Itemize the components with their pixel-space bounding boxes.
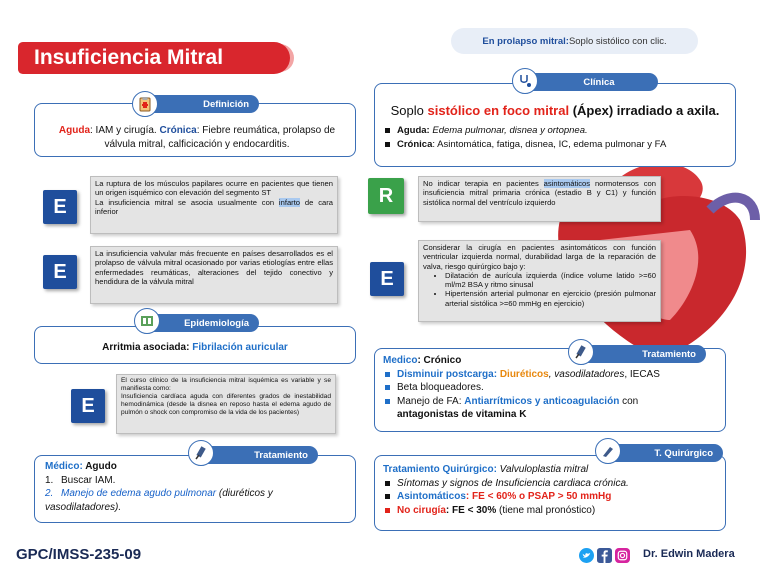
tratamiento-agudo-content [45, 460, 345, 514]
evidence-badge-1: E [43, 190, 77, 224]
facebook-icon[interactable] [597, 548, 612, 563]
prolapso-label: En prolapso mitral: [482, 35, 569, 47]
agudo-item-2: 2. Manejo de edema agudo pulmonar (diuréticos y vasodilatadores). [45, 488, 273, 513]
scalpel-icon [595, 438, 621, 464]
epidemiologia-text [35, 342, 355, 353]
evidence-text-4-list [423, 271, 656, 308]
cronico-list [383, 368, 721, 422]
definicion-text [47, 124, 347, 151]
evidence-4-bullet-2: • Hipertensión arterial pulmonar en ejercicio (presión pulmonar arterial sistólica >=60 mmHg en ejercicio) [445, 289, 656, 308]
evidence-text-1a: La ruptura de los músculos papilares ocurre en pacientes que tienen un origen isquémico con elevación del segmento ST [95, 179, 333, 198]
definicion-pill [143, 95, 259, 113]
recommendation-badge: R [368, 178, 404, 214]
clinica-label: Clínica [583, 76, 615, 88]
cronica-label: Crónica [159, 125, 197, 136]
definicion-label: Definición [203, 98, 249, 110]
arritmia-label: Arritmia asociada: [102, 342, 193, 353]
cronico-item-3: Manejo de FA: Antiarrítmicos y anticoagulación con antagonistas de vitamina K [383, 395, 721, 422]
clipboard-icon [132, 91, 158, 117]
syringe-icon [188, 440, 214, 466]
quirurgico-box [374, 455, 726, 531]
evidence-badge-3: E [71, 389, 105, 423]
evidence-4-bullet-1: • Dilatación de aurícula izquierda (índice volume latido >=60 ml/m2 BSA y ritmo sinusal [445, 271, 656, 290]
tratamiento-cronico-label: Tratamiento [642, 348, 696, 360]
instagram-icon[interactable] [615, 548, 630, 563]
cronica-text: : Fiebre reumática, prolapso de válvula mitral, calficicación y endocarditis. [104, 125, 336, 150]
tratamiento-cronico-content [383, 354, 721, 422]
clinica-list [383, 124, 728, 152]
quirurgico-heading: Tratamiento Quirúrgico: Valvuloplastia mitral [383, 464, 589, 475]
twitter-icon[interactable] [579, 548, 594, 563]
epidemiologia-pill [143, 314, 259, 332]
page-title: Insuficiencia Mitral [34, 46, 224, 69]
cronico-item-2: Beta bloqueadores. [383, 381, 721, 395]
quirurgico-content [383, 463, 721, 517]
clinica-cronica: Crónica: Asintomática, fatiga, disnea, IC, edema pulmonar y FA [383, 138, 728, 152]
evidence-text-1 [90, 176, 338, 234]
evidence-text-4-intro: Considerar la cirugía en pacientes asintomáticos con función ventricular izquierda normal, durabilidad larga de la reparación de valva, riesgo quirúrgico bajo y: [423, 243, 656, 271]
tratamiento-agudo-heading: Médico: Agudo [45, 461, 117, 472]
microscope-icon [134, 308, 160, 334]
clinica-aguda: Aguda: Edema pulmonar, disnea y ortopnea. [383, 124, 728, 138]
cronico-item-1: Disminuir postcarga: Diuréticos, vasodilatadores, IECAS [383, 368, 721, 382]
evidence-text-3b: Insuficiencia cardíaca aguda con diferentes grados de inestabilidad hemodinámica (desde la disnea en reposo hasta el edema agudo de pulmón o shock con compromiso de la vida de los pacientes) [121, 393, 331, 417]
quirurgico-label: T. Quirúrgico [654, 447, 713, 459]
tratamiento-agudo-pill [198, 446, 318, 464]
evidence-text-3a: El curso clínico de la insuficiencia mitral isquémica es variable y se manifiesta como: [121, 377, 331, 393]
quirurgico-item-1: Síntomas y signos de Insuficiencia cardiaca crónica. [383, 477, 721, 491]
evidence-badge-4: E [370, 262, 404, 296]
stethoscope-icon [512, 68, 538, 94]
prolapso-text: Soplo sistólico con clic. [568, 35, 667, 47]
evidence-text-1b: La insuficiencia mitral se asocia usualmente con infarto de cara inferior [95, 197, 333, 216]
tratamiento-cronico-pill [578, 345, 706, 363]
evidence-text-3 [116, 374, 336, 434]
recommendation-text: No indicar terapia en pacientes asintomáticos normotensos con insuficiencia mitral primaria crónica (estadio B y C1) y función sistólica normal del ventrículo izquierdo [418, 176, 661, 222]
tratamiento-agudo-label: Tratamiento [254, 449, 308, 461]
soplo-text: Soplo sistólico en foco mitral (Ápex) irradiado a axila. [390, 103, 720, 118]
epidemiologia-label: Epidemiología [184, 317, 249, 329]
footer-author: Dr. Edwin Madera [643, 548, 735, 560]
clinica-box [374, 83, 736, 167]
tratamiento-agudo-box [34, 455, 356, 523]
agudo-item-1: 1. Buscar IAM. [45, 474, 116, 486]
quirurgico-pill [605, 444, 723, 462]
evidence-text-2: La insuficiencia valvular más frecuente en países desarrollados es el prolapso de válvula mitral ocasionado por varias etiologías entre ellas enfermedades reumáticas, alteraciones del tejido conectivo y hendidura de la válvula mitral [90, 246, 338, 304]
aguda-text: : IAM y cirugía. [90, 125, 160, 136]
arritmia-value: Fibrilación auricular [192, 342, 288, 353]
footer-code: GPC/IMSS-235-09 [16, 546, 142, 563]
prolapso-note [451, 28, 698, 54]
evidence-text-4 [418, 240, 661, 322]
aguda-label: Aguda [58, 125, 90, 136]
quirurgico-item-2: Asintomáticos: FE < 60% o PSAP > 50 mmHg [383, 490, 721, 504]
clinica-pill [520, 73, 658, 91]
social-icons [579, 548, 630, 563]
quirurgico-list [383, 477, 721, 518]
cronico-heading: Medico: Crónico [383, 355, 462, 366]
evidence-badge-2: E [43, 255, 77, 289]
syringe-icon-2 [568, 339, 594, 365]
quirurgico-item-3: No cirugía: FE < 30% (tiene mal pronóstico) [383, 504, 721, 518]
